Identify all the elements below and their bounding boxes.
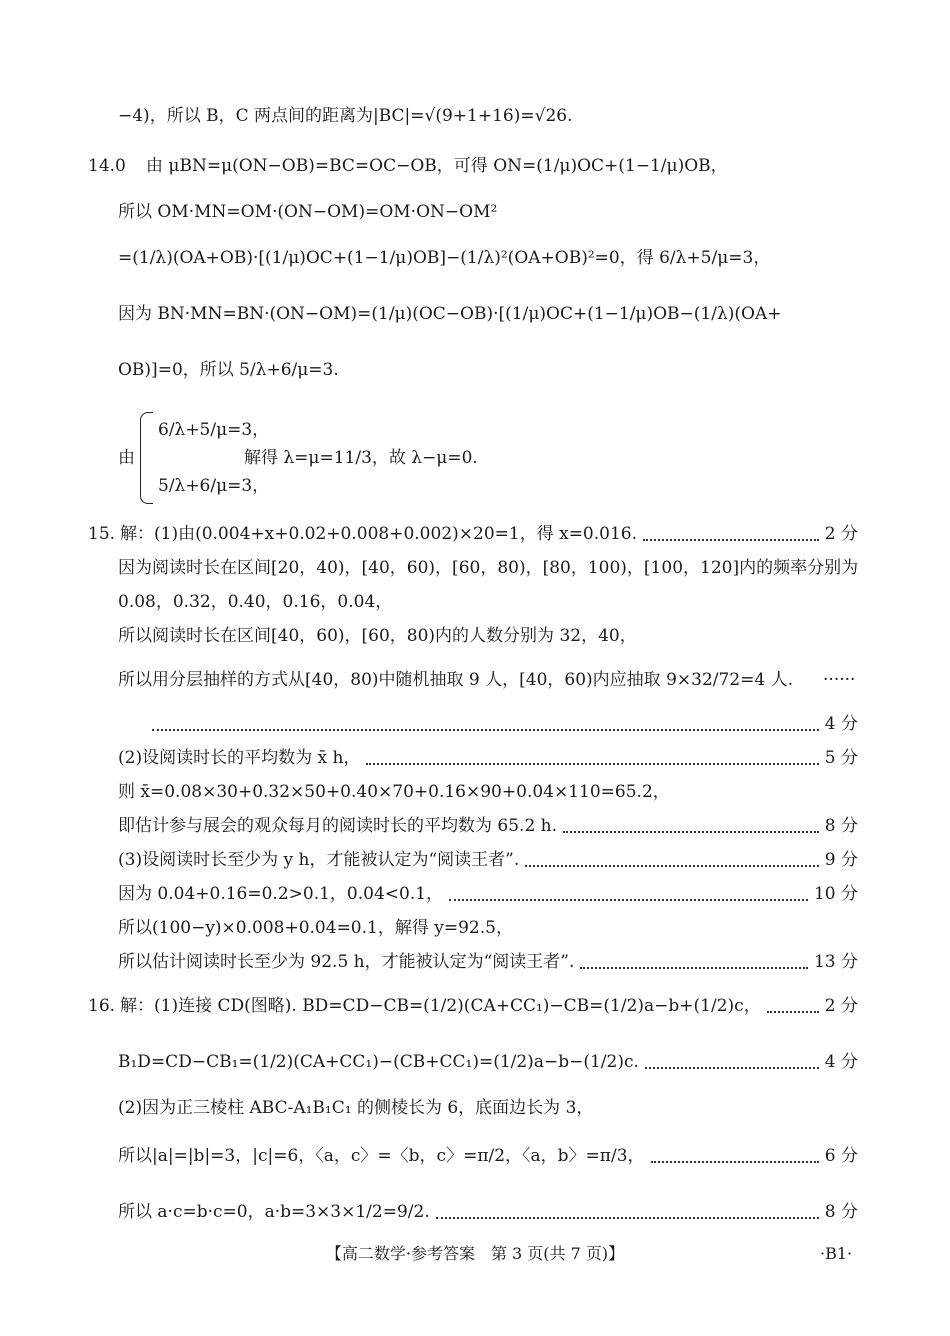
leader-dots: [436, 1217, 819, 1219]
line-16-2: [118, 1044, 858, 1080]
score-4: 4 分: [824, 1052, 858, 1072]
line-16-5-text: 所以 a·c=b·c=0，a·b=3×3×1/2=9/2.: [118, 1202, 430, 1222]
line-16-4-text: 所以|a|=|b|=3，|c|=6，〈a，c〉=〈b，c〉=π/2，〈a，b〉=π/3，: [118, 1146, 645, 1166]
score-10: 10 分: [813, 884, 858, 904]
line-15-2: 因为阅读时长在区间[20，40)，[40，60)，[60，80)，[80，100)，[100，120]内的频率分别为: [118, 558, 859, 578]
leader-dots: [152, 729, 819, 731]
score-13: 13 分: [813, 952, 858, 972]
score-6: 6 分: [824, 1146, 858, 1166]
line-16-1-text: 解：(1)连接 CD(图略). BD=CD−CB=(1/2)(CA+CC₁)−CB=(1/2)a−b+(1/2)c，: [120, 996, 761, 1016]
leader-dots: [645, 1067, 819, 1069]
leader-dots: [580, 967, 808, 969]
system-eq-1: 6/λ+5/μ=3，: [158, 420, 270, 440]
line-14-4: 因为 BN·MN=BN·(ON−OM)=(1/μ)(OC−OB)·[(1/μ)OC+(1−1/μ)OB−(1/λ)(OA+: [118, 304, 782, 324]
line-14-3: =(1/λ)(OA+OB)·[(1/μ)OC+(1−1/μ)OB]−(1/λ)²(OA+OB)²=0，得 6/λ+5/μ=3，: [118, 248, 771, 268]
leader-dots: [767, 1011, 819, 1013]
line-15-12: [118, 944, 858, 980]
line-15-9-text: (3)设阅读时长至少为 y h，才能被认定为“阅读王者”.: [118, 850, 520, 870]
leader-dots: [563, 831, 819, 833]
line-15-4: 所以阅读时长在区间[40，60)，[60，80)内的人数分别为 32，40，: [118, 626, 637, 646]
line-15-6: [118, 740, 858, 776]
score-4: 4 分: [824, 714, 858, 734]
page-footer: 【高二数学·参考答案 第 3 页(共 7 页)】: [325, 1244, 625, 1263]
line-14-2: 所以 OM·MN=OM·(ON−OM)=OM·ON−OM²: [118, 202, 498, 222]
line-15-5-text: 所以用分层抽样的方式从[40，80)中随机抽取 9 人，[40，60)内应抽取 9×32/72=4 人.: [118, 670, 794, 690]
line-15-7: 则 x̄=0.08×30+0.32×50+0.40×70+0.16×90+0.04×110=65.2，: [118, 782, 670, 802]
line-15-8-text: 即估计参与展会的观众每月的阅读时长的平均数为 65.2 h.: [118, 816, 558, 836]
leader-dots: [525, 865, 819, 867]
page-badge: ·B1·: [820, 1244, 853, 1263]
line-15-6-text: (2)设阅读时长的平均数为 x̄ h，: [118, 748, 361, 768]
system-prefix: 由: [118, 448, 135, 468]
line-15-5: [118, 662, 858, 698]
score-8: 8 分: [824, 816, 858, 836]
line-15-12-text: 所以估计阅读时长至少为 92.5 h，才能被认定为“阅读王者”.: [118, 952, 575, 972]
score-8: 8 分: [824, 1202, 858, 1222]
system-eq-2: 5/λ+6/μ=3，: [158, 476, 270, 496]
leader-dots: [643, 539, 819, 541]
score-2: 2 分: [824, 996, 858, 1016]
line-15-score-4: [152, 706, 858, 742]
line-15-9: [118, 842, 858, 878]
line-15-1-text: 解：(1)由(0.004+x+0.02+0.008+0.002)×20=1，得 x=0.016.: [120, 524, 638, 544]
line-15-11: 所以(100−y)×0.008+0.04=0.1，解得 y=92.5，: [118, 918, 513, 938]
line-16-5: [118, 1194, 858, 1230]
score-9: 9 分: [824, 850, 858, 870]
leader-dots-short: ······: [823, 670, 856, 690]
score-5: 5 分: [824, 748, 858, 768]
line-14-5: OB)]=0，所以 5/λ+6/μ=3.: [118, 360, 339, 380]
line-15-1: [120, 516, 858, 552]
leader-dots: [366, 763, 818, 765]
system-solution: 解得 λ=μ=11/3，故 λ−μ=0.: [244, 448, 478, 468]
line-16-1: [120, 988, 858, 1024]
leader-dots: [651, 1161, 819, 1163]
line-15-3: 0.08，0.32，0.40，0.16，0.04，: [118, 592, 393, 612]
line-14-1: 由 μBN=μ(ON−OB)=BC=OC−OB，可得 ON=(1/μ)OC+(1−1/μ)OB，: [146, 156, 728, 176]
score-2: 2 分: [824, 524, 858, 544]
line-15-10-text: 因为 0.04+0.16=0.2>0.1，0.04<0.1，: [118, 884, 444, 904]
problem-number-14: 14.0: [88, 156, 126, 176]
line-16-3: (2)因为正三棱柱 ABC-A₁B₁C₁ 的侧棱长为 6，底面边长为 3，: [118, 1098, 594, 1118]
leader-dots: [449, 899, 808, 901]
problem-number-16: 16.: [88, 996, 116, 1016]
line-16-4: [118, 1138, 858, 1174]
line-15-10: [118, 876, 858, 912]
problem-number-15: 15.: [88, 524, 116, 544]
line-bc-distance: −4)，所以 B，C 两点间的距离为|BC|=√(9+1+16)=√26.: [118, 106, 573, 126]
line-15-8: [118, 808, 858, 844]
line-16-2-text: B₁D=CD−CB₁=(1/2)(CA+CC₁)−(CB+CC₁)=(1/2)a−b−(1/2)c.: [118, 1052, 639, 1072]
